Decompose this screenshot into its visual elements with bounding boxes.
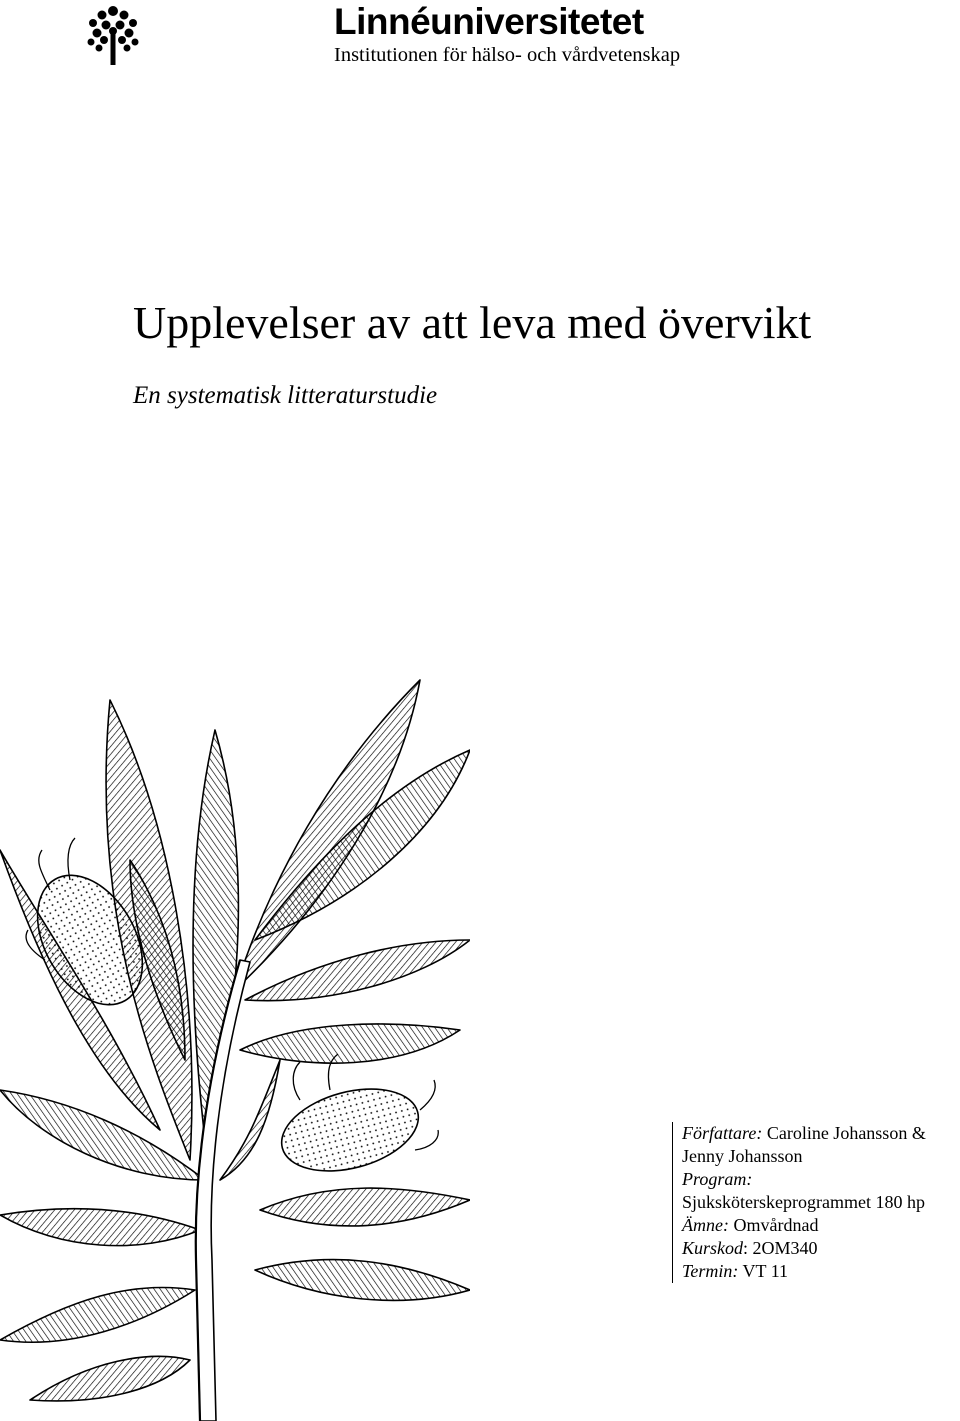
course-label: Kurskod (682, 1238, 744, 1258)
term-label: Termin: (682, 1261, 739, 1281)
subject-row (682, 1214, 926, 1237)
program-label: Program: (682, 1169, 753, 1189)
author-value: Caroline Johansson & (766, 1123, 926, 1143)
botanical-plant-illustration (0, 660, 470, 1421)
term-row (682, 1260, 926, 1283)
document-title: Upplevelser av att leva med övervikt (133, 297, 812, 348)
author-label: Författare: (682, 1123, 763, 1143)
document-info-block (672, 1122, 926, 1283)
course-value: : 2OM340 (743, 1238, 818, 1258)
subject-label: Ämne: (682, 1215, 729, 1235)
department-name: Institutionen för hälso- och vårdvetenskap (334, 44, 681, 66)
subject-value: Omvårdnad (733, 1215, 819, 1235)
term-value: VT 11 (742, 1261, 789, 1281)
tree-logo-icon (84, 4, 142, 66)
program-value: Sjuksköterskeprogrammet 180 hp (682, 1192, 925, 1212)
author-value-line2: Jenny Johansson (682, 1146, 803, 1166)
document-subtitle: En systematisk litteraturstudie (133, 382, 438, 409)
course-row (682, 1237, 926, 1260)
university-name: Linnéuniversitetet (334, 1, 644, 42)
author-row (682, 1122, 926, 1145)
